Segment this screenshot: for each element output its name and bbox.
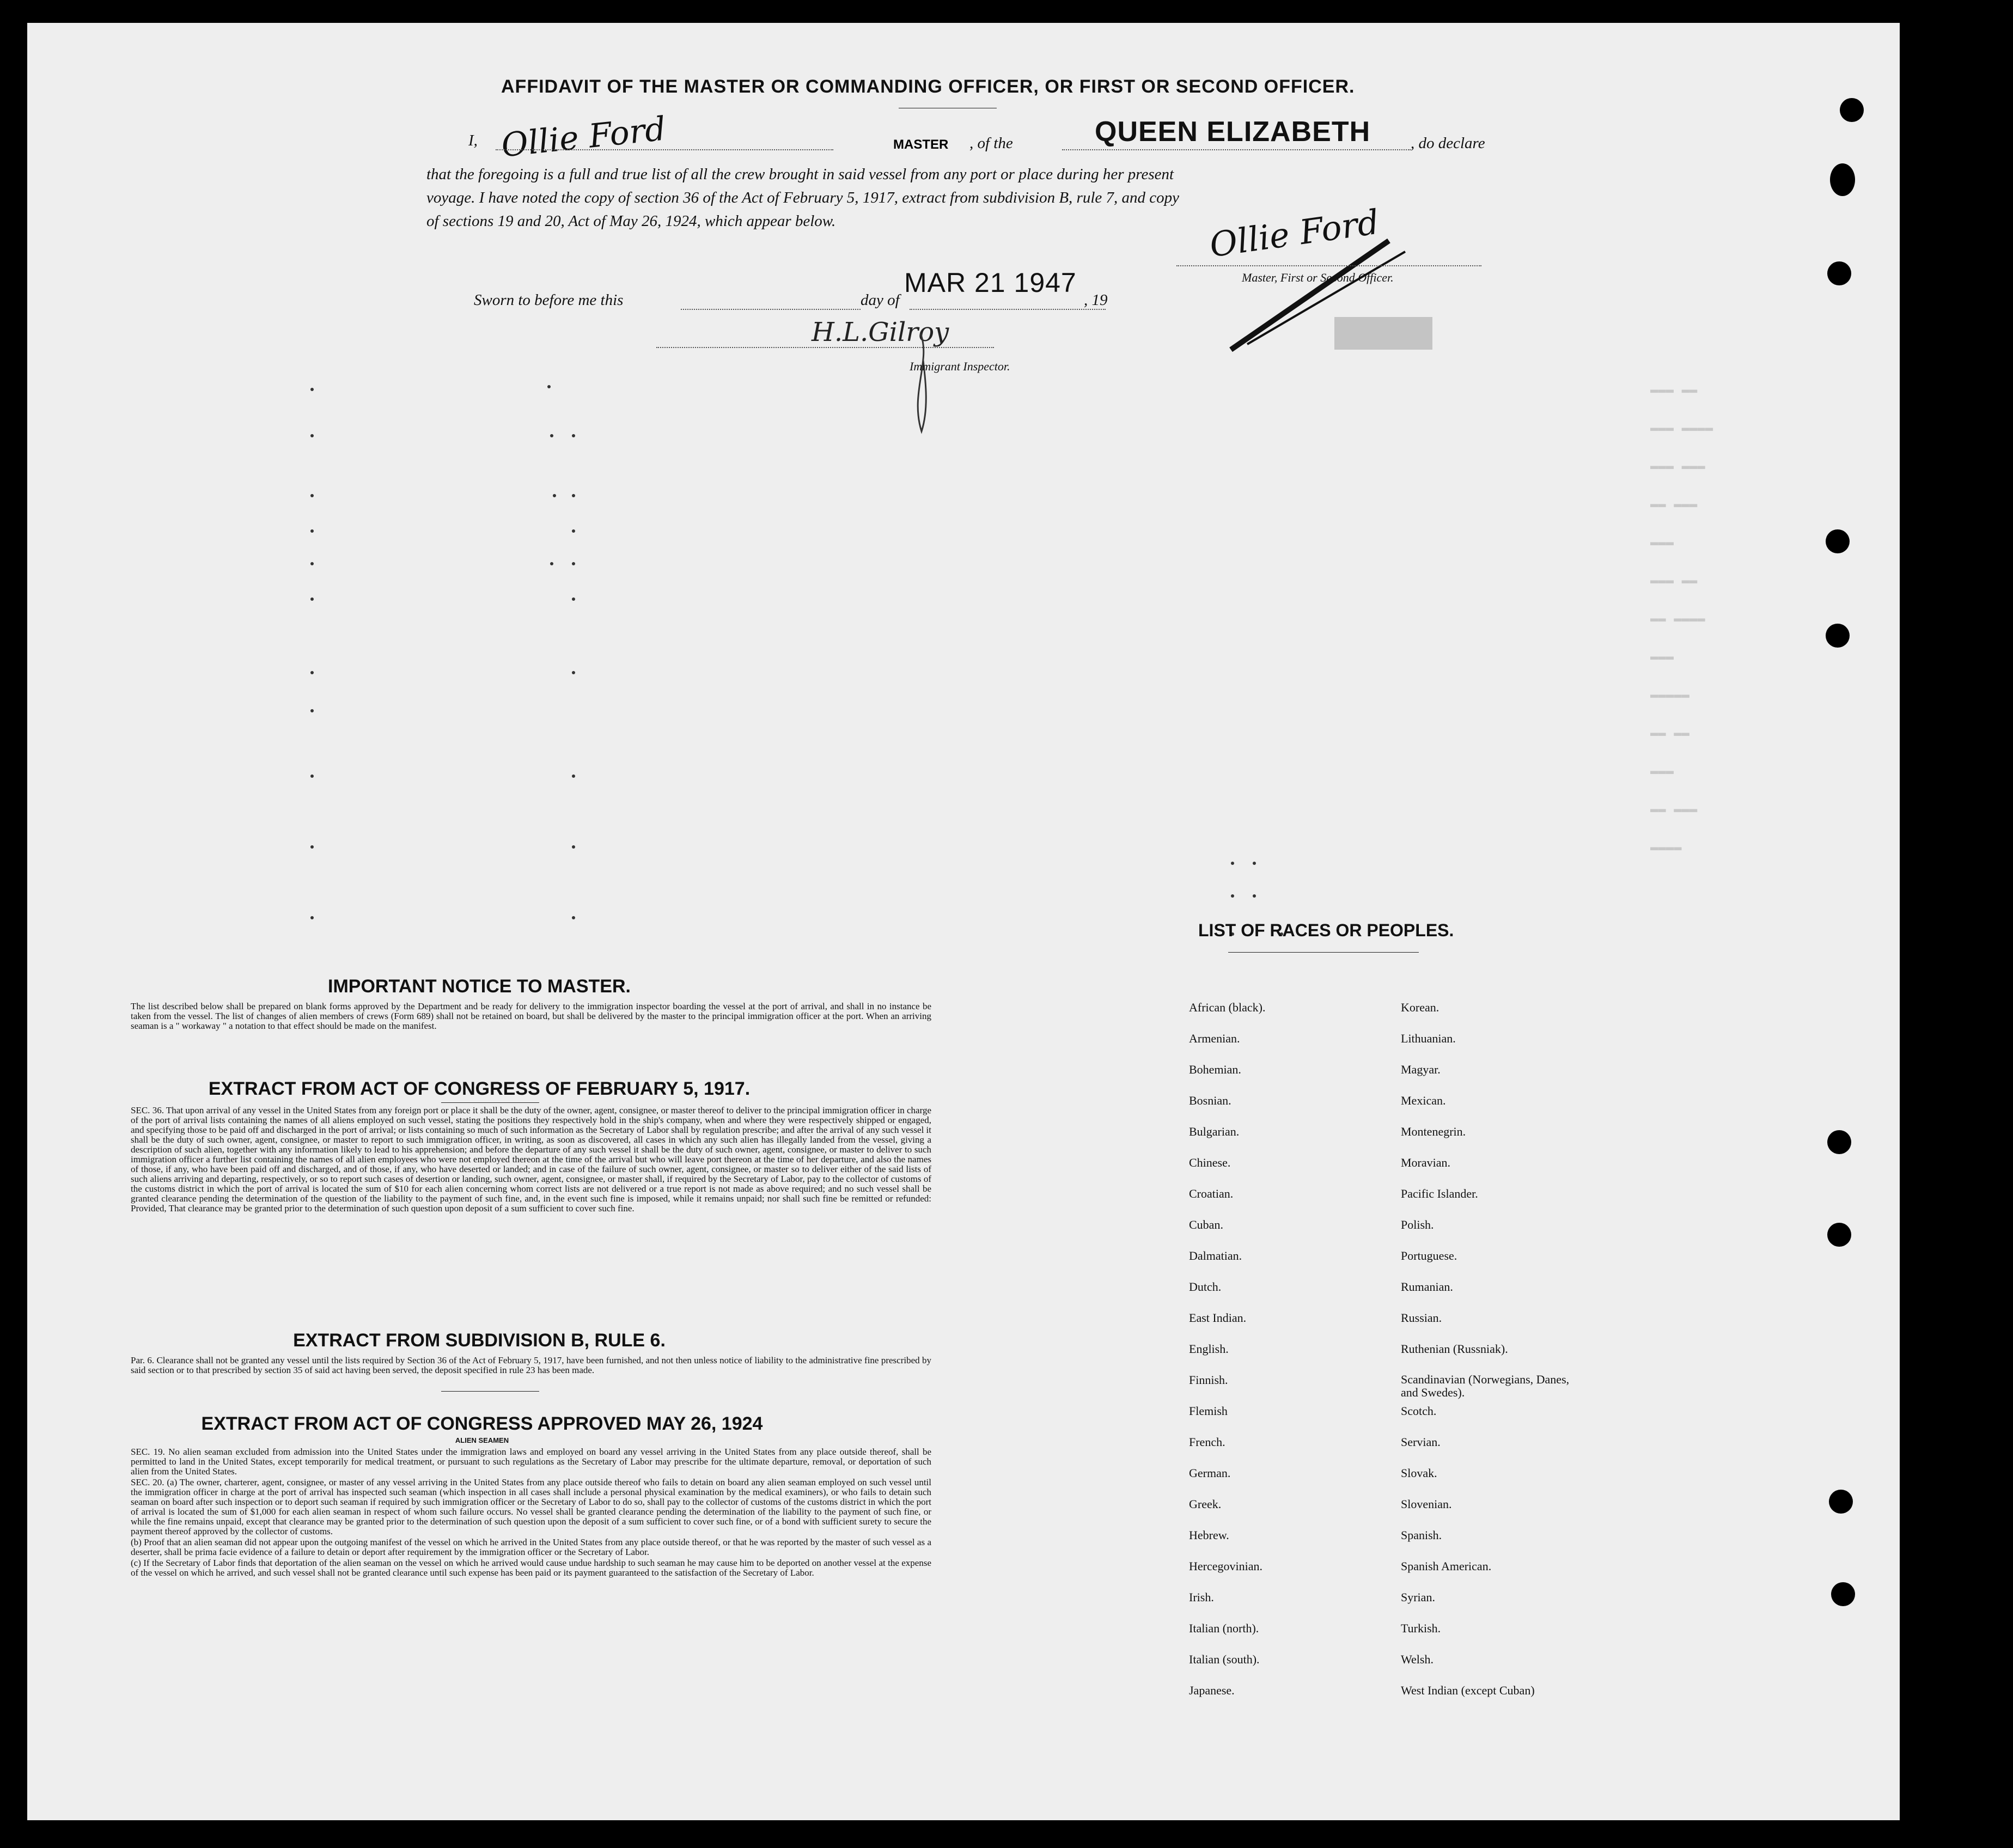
extract-1924-title: EXTRACT FROM ACT OF CONGRESS APPROVED MAY 26, 1924	[201, 1413, 763, 1434]
race-item: Magyar.	[1401, 1063, 1441, 1076]
race-item: Croatian.	[1189, 1187, 1234, 1200]
punch-hole	[1827, 1130, 1851, 1154]
master-label: MASTER	[893, 137, 949, 152]
race-item: Finnish.	[1189, 1373, 1228, 1387]
master-signature: Ollie Ford	[499, 109, 668, 165]
punch-hole	[1829, 1490, 1853, 1514]
of-the-label: , of the	[969, 135, 1013, 152]
punch-hole	[1827, 261, 1851, 285]
rule6-text: Par. 6. Clearance shall not be granted any vessel until the lists required by Section 36 of the Act of February 5, 1917, have been furnished, and not then unless notice of liability to the administrative fine prescribed by said section or to that prescribed by section 35 of said act having been served, the deposit specified in rule 23 has been made.	[131, 1355, 931, 1375]
officer-signature-flourish	[1225, 230, 1454, 361]
race-item: Spanish.	[1401, 1528, 1442, 1542]
race-item: Armenian.	[1189, 1032, 1240, 1045]
notice-text: The list described below shall be prepared on blank forms approved by the Department and be ready for delivery to the immigration inspector boarding the vessel at the port of arrival, and shall in no instance be taken from the vessel. The list of changes of alien members of crews (Form 689) shall not be retained on board, but shall be delivered by the master to the principal immigration officer at the port. When an arriving seaman is a " workaway " a notation to that effect should be made on the manifest.	[131, 1001, 931, 1031]
race-item: Italian (south).	[1189, 1652, 1260, 1666]
punch-hole	[1830, 163, 1855, 196]
race-item: Welsh.	[1401, 1652, 1433, 1666]
ship-name-line	[1062, 149, 1411, 150]
punch-hole	[1827, 1223, 1851, 1247]
race-item: Dutch.	[1189, 1280, 1222, 1294]
extract-1917-rule	[441, 1102, 539, 1103]
punch-hole	[1840, 98, 1864, 122]
race-item: Chinese.	[1189, 1156, 1231, 1169]
sworn-day-line	[681, 309, 861, 310]
do-declare: , do declare	[1411, 135, 1485, 152]
race-item: Ruthenian (Russniak).	[1401, 1342, 1508, 1356]
year-label: , 19	[1084, 291, 1108, 309]
officer-signature-line	[1176, 265, 1481, 266]
extract-1917-title: EXTRACT FROM ACT OF CONGRESS OF FEBRUARY 5, 1917.	[208, 1078, 751, 1099]
race-item: Bosnian.	[1189, 1094, 1231, 1107]
ship-name: QUEEN ELIZABETH	[1095, 116, 1371, 148]
race-item: Scandinavian (Norwegians, Danes, and Swedes).	[1401, 1373, 1570, 1399]
bleed-through-right: ▬▬▬ ▬▬ ▬▬▬ ▬▬▬▬ ▬▬▬ ▬▬▬ ▬▬ ▬▬▬ ▬▬▬ ▬▬▬ ▬▬ ▬▬ ▬▬▬▬ ▬▬▬ ▬▬▬▬▬ ▬▬ ▬▬ ▬▬▬ ▬▬ ▬▬▬ ▬▬▬▬	[1650, 383, 1713, 855]
extract-1924-body	[131, 1447, 931, 1579]
sworn-month-line	[910, 309, 1106, 310]
race-item: Japanese.	[1189, 1684, 1235, 1697]
races-title-rule	[1228, 952, 1419, 953]
race-item: Scotch.	[1401, 1404, 1437, 1418]
affidavit-title: AFFIDAVIT OF THE MASTER OR COMMANDING OFFICER, OR FIRST OR SECOND OFFICER.	[501, 76, 1355, 97]
race-item: Slovak.	[1401, 1466, 1437, 1480]
race-item: Greek.	[1189, 1497, 1222, 1511]
affidavit-i: I,	[468, 132, 478, 149]
race-item: Turkish.	[1401, 1621, 1441, 1635]
race-item: Bohemian.	[1189, 1063, 1241, 1076]
race-item: Hebrew.	[1189, 1528, 1229, 1542]
punch-hole	[1826, 529, 1850, 553]
day-of-label: day of	[861, 291, 900, 309]
inspector-line	[656, 347, 994, 348]
race-item: Dalmatian.	[1189, 1249, 1242, 1263]
race-item: German.	[1189, 1466, 1231, 1480]
race-item: English.	[1189, 1342, 1229, 1356]
race-item: Spanish American.	[1401, 1559, 1492, 1573]
affidavit-body-line3: voyage. I have noted the copy of section 36 of the Act of February 5, 1917, extract from subdivision B, rule 7, and copy	[426, 189, 1180, 206]
rule6-title: EXTRACT FROM SUBDIVISION B, RULE 6.	[293, 1330, 666, 1351]
race-item: Portuguese.	[1401, 1249, 1457, 1263]
race-item: Lithuanian.	[1401, 1032, 1456, 1045]
inspector-caption: Immigrant Inspector.	[910, 359, 1010, 373]
race-item: Hercegovinian.	[1189, 1559, 1262, 1573]
race-item: Irish.	[1189, 1590, 1214, 1604]
race-item: Polish.	[1401, 1218, 1434, 1231]
notice-title: IMPORTANT NOTICE TO MASTER.	[328, 976, 631, 997]
race-item: Cuban.	[1189, 1218, 1223, 1231]
race-item: Servian.	[1401, 1435, 1441, 1449]
race-item: Italian (north).	[1189, 1621, 1259, 1635]
officer-signature: Ollie Ford	[1207, 202, 1382, 265]
sec19-text: SEC. 19. No alien seaman excluded from admission into the United States under the immigration laws and employed on board any vessel arriving in the United States from any place outside thereof, shall be permitted to land in the United States, except temporarily for medical treatment, or pursuant to such regulations as the Secretary of Labor may prescribe for the ultimate departure, removal, or deportation of such alien from the United States.	[131, 1447, 931, 1477]
sec20a-text: SEC. 20. (a) The owner, charterer, agent, consignee, or master of any vessel arriving in the United States from any place outside thereof who fails to detain on board any alien seaman employed on such vessel until the immigration officer in charge at the port of arrival has inspected such seaman (which inspection in all cases shall include a personal physical examination by the medical examiners), or who fails to detain such seaman on board after such inspection or to deport such seaman if required by such immigration officer or the Secretary of Labor to do so, shall pay to the collector of customs of the customs district in which the port of arrival is located the sum of $1,000 for each alien seaman in respect of whom such failure occurs. No vessel shall be granted clearance pending the determination of the liability to the payment of such fine, or while the fine remains unpaid, except that clearance may be granted prior to the determination of such question upon the deposit of a sum sufficient to cover such fine, or of a bond with sufficient surety to secure the payment thereof approved by the collector of customs.	[131, 1477, 931, 1536]
inspector-signature: H.L.Gilroy	[812, 317, 949, 347]
sec20b-text: (b) Proof that an alien seaman did not appear upon the outgoing manifest of the vessel on which he arrived in the United States from any place outside thereof, or that he was reported by the master of such vessel as a deserter, shall be prima facie evidence of a failure to detain or deport after requirement by the immigration officer or the Secretary of Labor.	[131, 1537, 931, 1557]
races-title: LIST OF RACES OR PEOPLES.	[1198, 920, 1454, 940]
race-item: Montenegrin.	[1401, 1125, 1466, 1138]
race-item: Rumanian.	[1401, 1280, 1453, 1294]
race-item: Slovenian.	[1401, 1497, 1452, 1511]
race-item: East Indian.	[1189, 1311, 1247, 1325]
sworn-label: Sworn to before me this	[474, 291, 624, 309]
master-name-line	[496, 149, 833, 150]
officer-caption: Master, First or Second Officer.	[1242, 271, 1394, 284]
document-page	[27, 23, 1900, 1820]
sec20c-text: (c) If the Secretary of Labor finds that deportation of the alien seaman on the vessel on which he arrived would cause undue hardship to such seaman he may cause him to be deported on another vessel at the expense of the vessel on which he arrived, and such vessel shall not be granted clearance until such expense has been paid or its payment guaranteed to the satisfaction of the Secretary of Labor.	[131, 1558, 931, 1578]
date-stamp: MAR 21 1947	[904, 267, 1077, 298]
race-item: Korean.	[1401, 1001, 1439, 1014]
inspector-signature-tail	[910, 328, 937, 437]
extract-1924-subtitle: ALIEN SEAMEN	[455, 1436, 509, 1444]
extract-1917-text: SEC. 36. That upon arrival of any vessel in the United States from any foreign port or place it shall be the duty of the owner, agent, consignee, or master thereof to deliver to the principal immigration officer in charge of the port of arrival lists containing the names of all aliens employed on such vessel, stating the positions they respectively hold in the ship's company, when and where they were respectively shipped or engaged, and specifying those to be paid off and discharged in the port of arrival; or lists containing so much of such information as the Secretary of Labor shall by regulation prescribe; and after the arrival of any such vessel it shall be the duty of such owner, agent, consignee, or master to report to such immigration officer, in writing, as soon as discovered, all cases in which any such alien has illegally landed from the vessel, giving a description of such alien, together with any information likely to lead to his apprehension; and before the departure of any such vessel it shall be the duty of such owner, agent, consignee, or master to deliver to such immigration officer a further list containing the names of all alien employees who were not employed thereon at the time of the arrival but who will leave port thereon at the time of her departure, and also the names of those, if any, who have been paid off and discharged, and of those, if any, who have deserted or landed; and in case of the failure of such owner, agent, consignee, or master so to deliver either of the said lists of such aliens arriving and departing, respectively, or so to report such cases of desertion or landing, such owner, agent, consignee, or master shall, if required by the Secretary of Labor, pay to the collector of customs of the customs district in which the port of arrival is located the sum of $10 for each alien concerning whom correct lists are not delivered or a true report is not made as above required; and no such vessel shall be granted clearance pending the determination of the question of the liability to the payment of such fine, and, in the event such fine is imposed, while it remains unpaid; nor shall such fine be remitted or refunded: Provided, That clearance may be granted prior to the determination of such question upon deposit of a sum sufficient to cover such fine.	[131, 1105, 931, 1213]
rule6-rule	[441, 1391, 539, 1392]
race-item: Mexican.	[1401, 1094, 1446, 1107]
affidavit-body-line2: that the foregoing is a full and true list of all the crew brought in said vessel from any port or place during her present	[426, 166, 1174, 183]
race-item: Bulgarian.	[1189, 1125, 1240, 1138]
race-item: West Indian (except Cuban)	[1401, 1684, 1535, 1697]
race-item: Syrian.	[1401, 1590, 1435, 1604]
race-item: Moravian.	[1401, 1156, 1451, 1169]
punch-hole	[1831, 1582, 1855, 1606]
affidavit-body-line4: of sections 19 and 20, Act of May 26, 1924, which appear below.	[426, 212, 836, 230]
race-item: African (black).	[1189, 1001, 1266, 1014]
race-item: Russian.	[1401, 1311, 1442, 1325]
race-item: Pacific Islander.	[1401, 1187, 1478, 1200]
punch-hole	[1826, 624, 1850, 648]
race-item: Flemish	[1189, 1404, 1228, 1418]
race-item: French.	[1189, 1435, 1225, 1449]
